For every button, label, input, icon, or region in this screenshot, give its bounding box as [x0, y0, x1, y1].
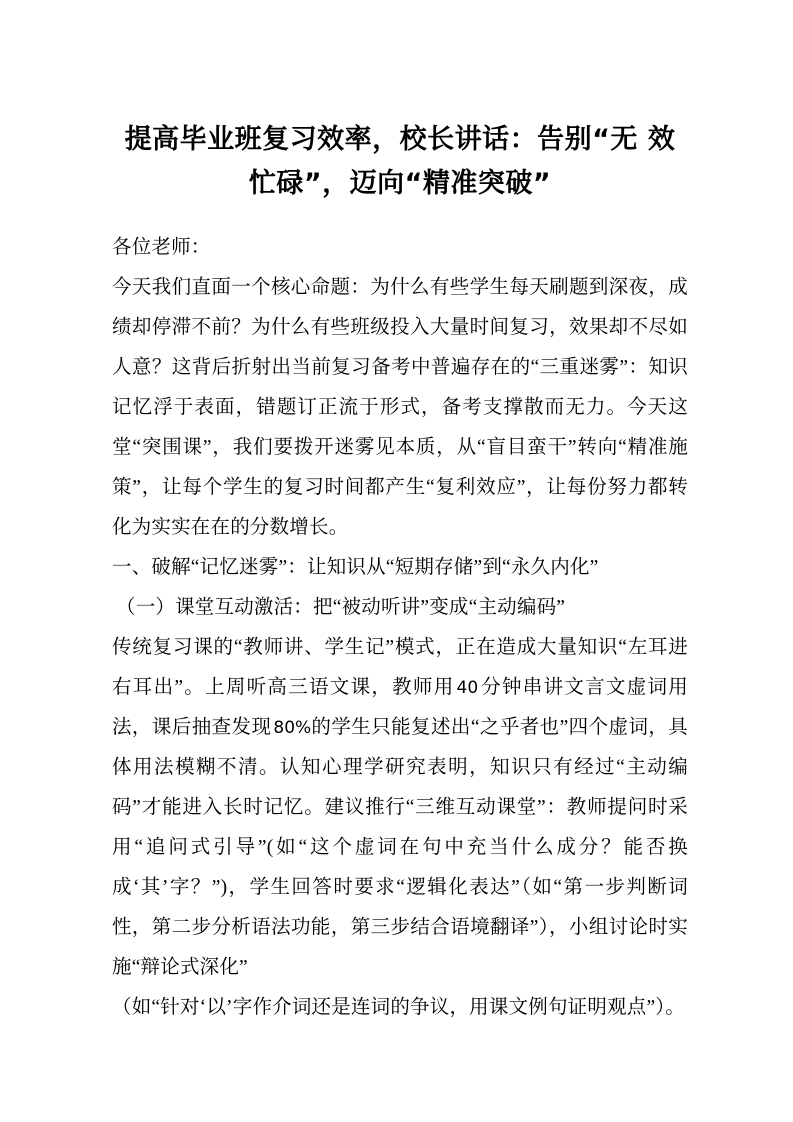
inline-text: 的学生只能复述出“之乎者也”四个虚词，具体用法模糊不清。认知心理学研究表明，知识只有经过“主动编码”才能进入长时记忆。建议推行“三维互动课堂”：教师提问时采用“追问式引导”(如“这个虚词在句中充当什么成分？能否换成‘其’字？”)，学生回答时要求“逻辑化表达”（如“第一步判断词性，第二步分析语法功能，第三步结合语境翻译”），小组讨论时实施“辩论式深化”: [112, 717, 689, 978]
page-content: [112, 118, 688, 1028]
document-title: [112, 118, 688, 206]
title-line-1: 提高毕业班复习效率，校长讲话：告别“无: [124, 124, 638, 155]
salutation: 各位老师：: [112, 237, 211, 258]
subsection-heading-one-1: （一）课堂互动激活：把“被动听讲”变成“主动编码”: [116, 597, 566, 618]
section-heading-one: 一、破解“记忆迷雾”：让知识从“短期存储”到“永久内化”: [112, 557, 599, 578]
paragraph-classroom-interaction: [112, 628, 688, 988]
inline-number: 40: [456, 678, 479, 698]
inline-text: 传统复习课的“教师讲、学生记”模式，正在造成大量知识“左耳进右耳出”。上周听高三语文课，教师用: [112, 637, 688, 698]
inline-number: 80%: [273, 718, 312, 738]
title-line-2: 效忙碌”，迈向“精准突破”: [248, 124, 676, 199]
paragraph-classroom-tail: （如“针对‘以’字作介词还是连词的争议，用课文例句证明观点”）。: [112, 997, 685, 1018]
inline-text: 分钟串讲文言文虚词用法，课后抽查发现: [112, 677, 688, 738]
paragraph-intro: 今天我们直面一个核心命题：为什么有些学生每天刷题到深夜，成绩却停滞不前？为什么有些班级投入大量时间复习，效果却不尽如人意？这背后折射出当前复习备考中普遍存在的“三重迷雾”：知识记忆浮于表面，错题订正流于形式，备考支撑散而无力。今天这堂“突围课”，我们要拨开迷雾见本质，从“盲目蛮干”转向“精准施策”，让每个学生的复习时间都产生“复利效应”，让每份努力都转化为实实在在的分数增长。: [112, 277, 688, 538]
